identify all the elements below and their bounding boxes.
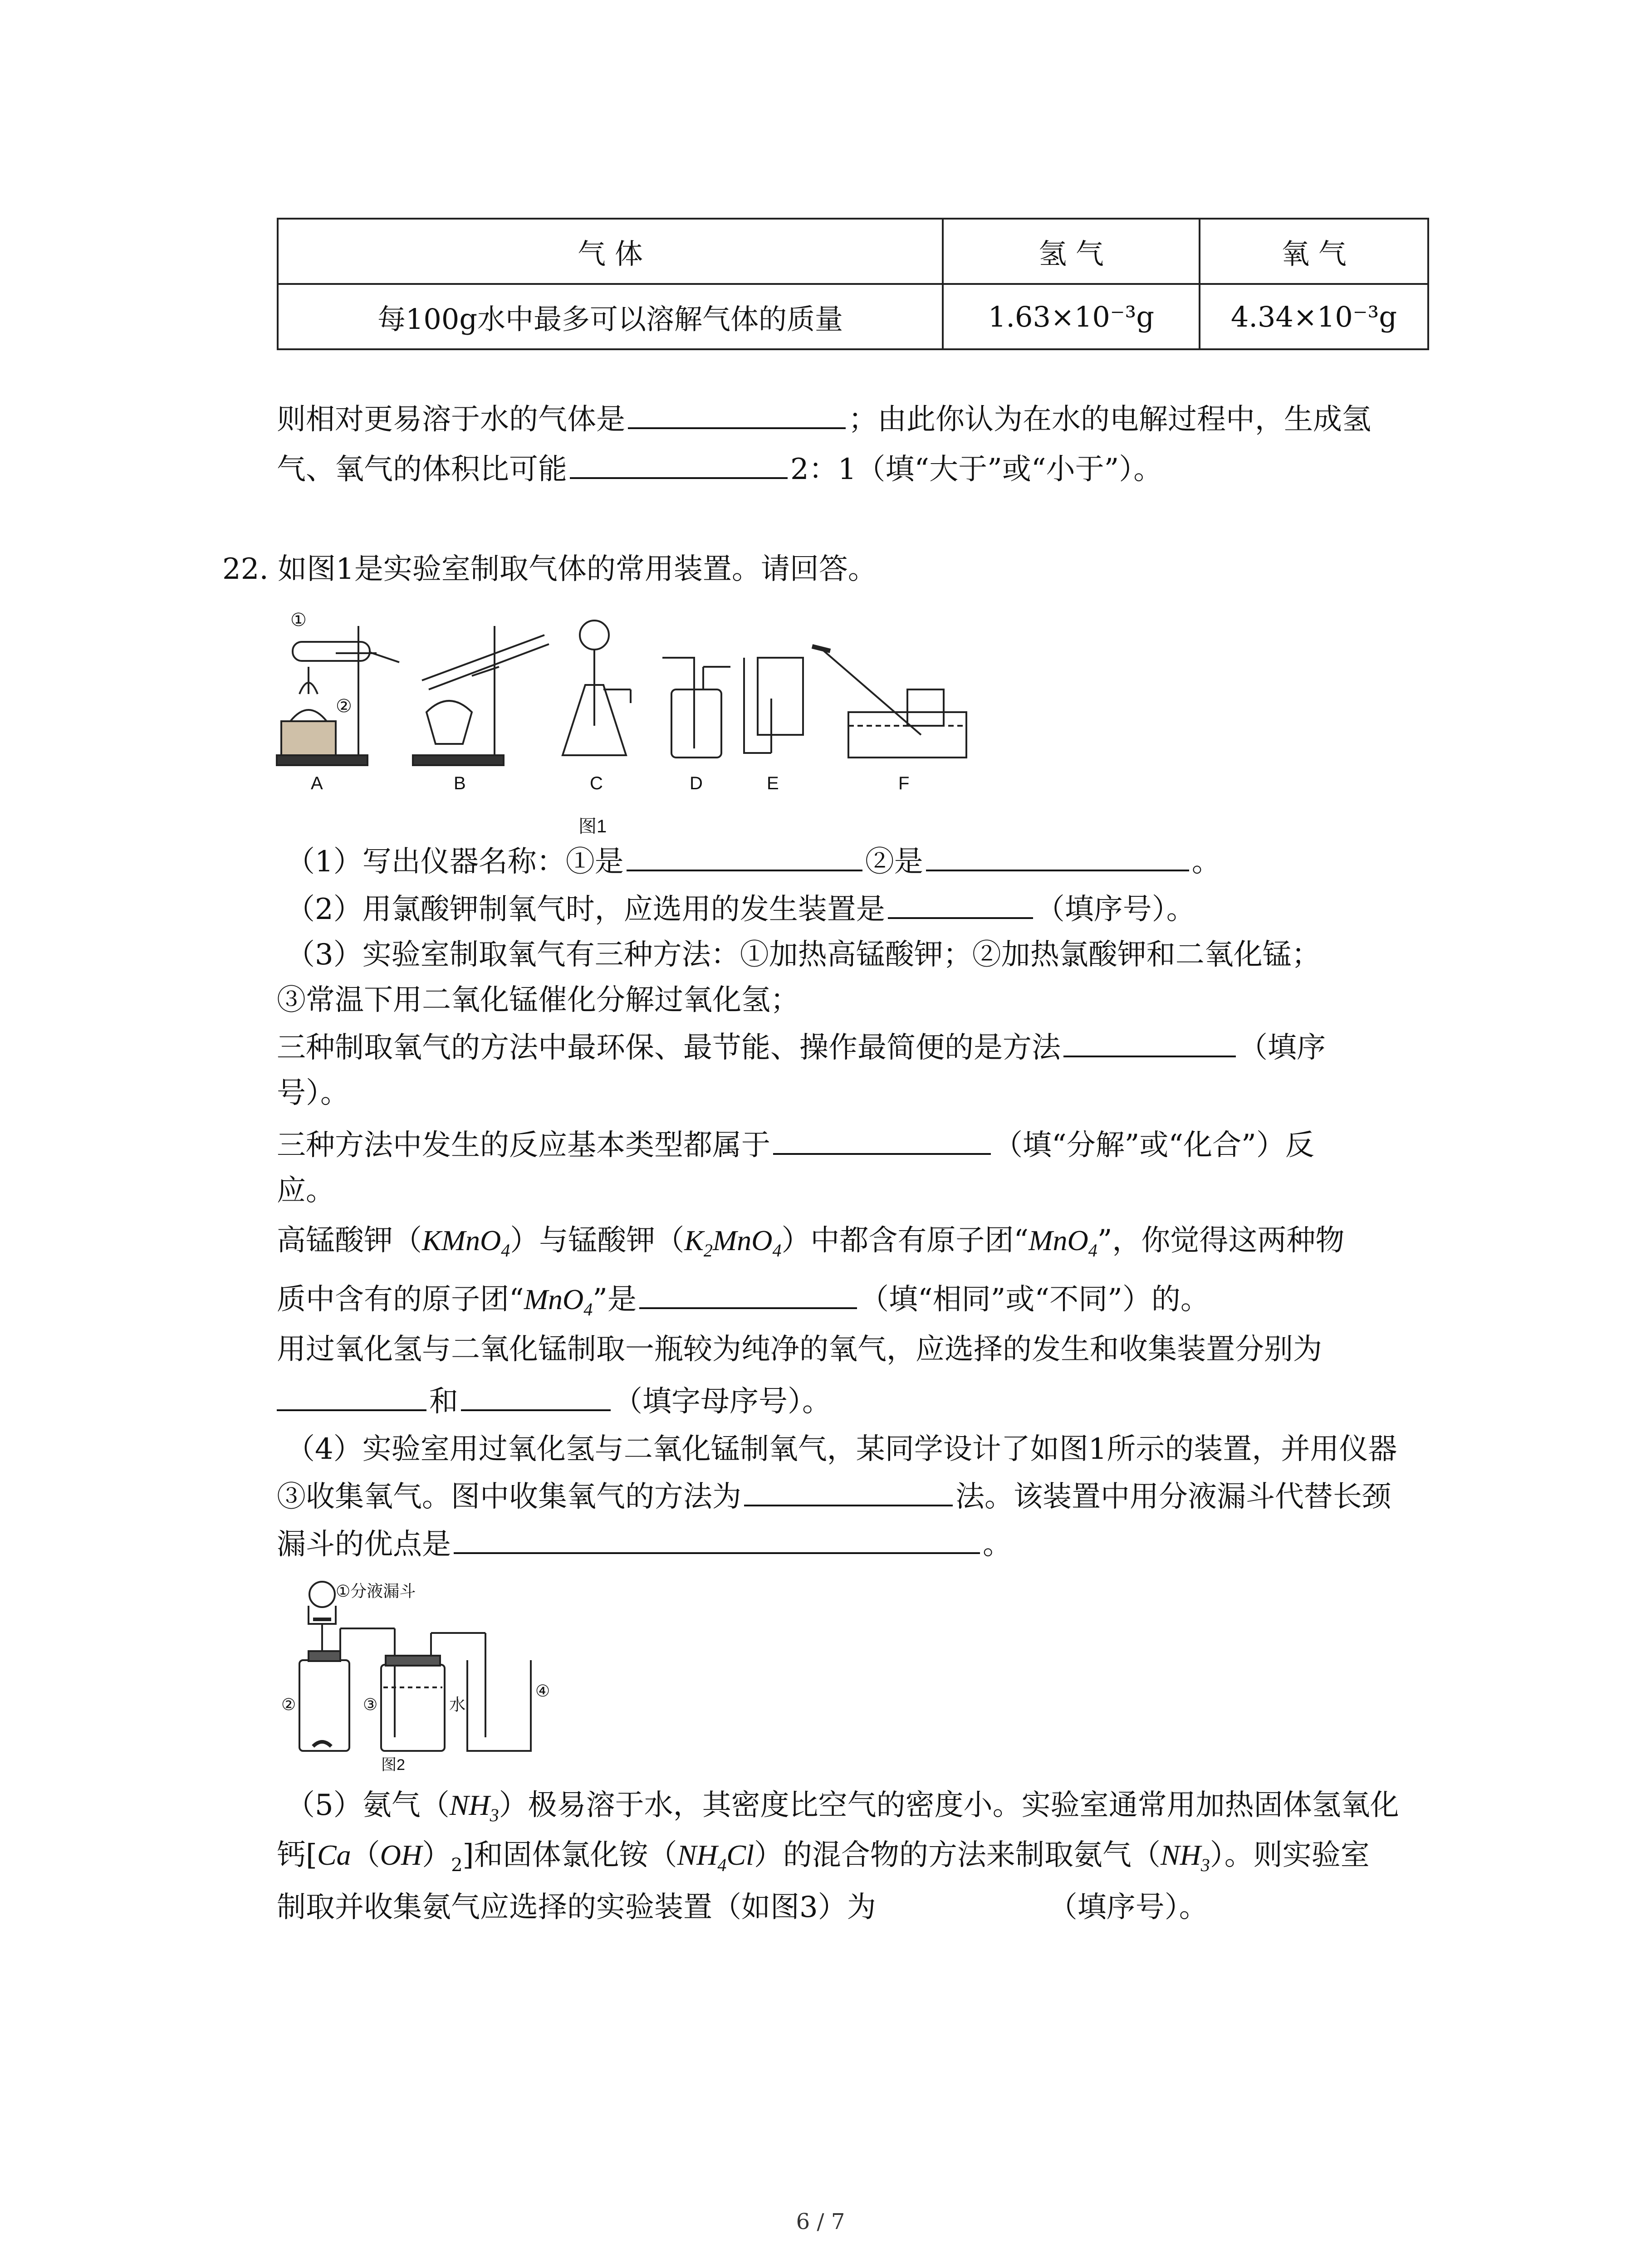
text: （填序号）。 [1035, 893, 1195, 926]
text: ”是 [593, 1283, 637, 1316]
text: （填序 [1239, 1031, 1326, 1065]
text: （填字母序号）。 [613, 1385, 831, 1418]
q22-part3-line7: 高锰酸钾（KMnO$_4$）与锰酸钾$(K_2MnO_4)$中都含有原子团“MnO$_4$”，你觉得这两种物 [277, 1224, 1345, 1261]
text: （填“相同”或“不同”）的。 [859, 1283, 1210, 1316]
formula-kmno4: KMnO [422, 1224, 501, 1256]
text: ） [422, 1838, 451, 1872]
text: ]和固体氯化铵（ [462, 1838, 677, 1872]
table-cell-h2: 1.63×10⁻³g [943, 284, 1200, 349]
q22-part3-line4: 号）。 [277, 1076, 349, 1110]
text: 漏斗的优点是 [277, 1528, 451, 1561]
formula-k: K [684, 1224, 704, 1256]
text: ”，你觉得这两种物 [1097, 1224, 1345, 1257]
text: 质中含有的原子团“ [277, 1283, 524, 1316]
q22-part5-line1: （5）氨气$(NH_3)$极易溶于水，其密度比空气的密度小。实验室通常用加热固体氢氧化 [286, 1789, 1399, 1825]
answer-blank[interactable] [744, 1476, 953, 1506]
formula-mno4: MnO [524, 1283, 584, 1315]
fig1-label-a: A [311, 773, 323, 793]
fig2-label-water: 水 [449, 1695, 466, 1714]
formula-nh: NH [449, 1789, 490, 1821]
formula-nh4: NH [677, 1839, 718, 1871]
fig2-label-2: ② [281, 1695, 296, 1714]
table-header-gas: 气 体 [278, 219, 943, 284]
text: （1）写出仪器名称：①是 [286, 845, 624, 879]
answer-blank[interactable] [773, 1125, 991, 1155]
fig1-label-f: F [898, 773, 910, 793]
text: 制取并收集氨气应选择的实验装置（如图3）为 [277, 1891, 876, 1924]
q22-part5-line2: 钙$[Ca(OH)_2]$和固体氯化铵$(NH_4Cl)$的混合物的方法来制取氨气$(NH_3)$。则实验室 [277, 1838, 1370, 1876]
answer-blank-1[interactable] [277, 1381, 426, 1411]
formula-cl: Cl [726, 1839, 754, 1871]
figure-1-drawing [272, 599, 989, 807]
text: 三种制取氧气的方法中最环保、最节能、操作最简便的是方法 [277, 1031, 1061, 1065]
fig2-label-3: ③ [363, 1695, 378, 1714]
text: 气、氧气的体积比可能 [277, 453, 567, 486]
text: ）的混合物的方法来制取氨气（ [754, 1838, 1161, 1872]
page-number: 6 / 7 [796, 2209, 845, 2234]
q22-part3-line10 [277, 1381, 831, 1422]
answer-blank[interactable] [639, 1279, 857, 1309]
text: ）极易溶于水，其密度比空气的密度小。实验室通常用加热固体氢氧化 [499, 1789, 1399, 1822]
answer-blank[interactable] [1063, 1027, 1236, 1057]
figure-2-drawing [272, 1574, 572, 1774]
text: 则相对更易溶于水的气体是 [277, 403, 625, 436]
q22-part3-line1: （3）实验室制取氧气有三种方法：①加热高锰酸钾；②加热氯酸钾和二氧化锰； [286, 938, 1321, 972]
text: （填“分解”或“化合”）反 [994, 1129, 1314, 1162]
text: （ [351, 1838, 380, 1872]
formula-nh: NH [1160, 1839, 1201, 1871]
text: ②是 [865, 845, 923, 879]
formula-mno4: MnO [1029, 1224, 1088, 1256]
fig1-label-b: B [454, 773, 466, 793]
q22-part3-line6: 应。 [277, 1174, 335, 1207]
fig1-mark-1: ① [290, 610, 307, 630]
q22-part1 [286, 841, 1221, 882]
table-header-o2: 氧 气 [1200, 219, 1428, 284]
solubility-table [277, 218, 1429, 350]
q21-line1 [277, 399, 1371, 440]
text: 钙[ [277, 1838, 317, 1872]
q22-part2 [286, 889, 1195, 930]
text: 三种方法中发生的反应基本类型都属于 [277, 1129, 770, 1162]
table-row-label: 每100g水中最多可以溶解气体的质量 [278, 284, 943, 349]
answer-blank[interactable] [888, 889, 1033, 919]
q22-title: 22. 如图1是实验室制取气体的常用装置。请回答。 [222, 552, 877, 586]
fig1-caption: 图1 [578, 816, 607, 836]
fig2-label-4: ④ [535, 1681, 550, 1700]
q22-part3-line3 [277, 1027, 1326, 1068]
table-cell-o2: 4.34×10⁻³g [1200, 284, 1428, 349]
fig1-label-c: C [590, 773, 603, 793]
text: （5）氨气（ [286, 1789, 450, 1822]
table-row [278, 284, 1428, 349]
figure-1 [272, 599, 989, 807]
fig1-label-e: E [767, 773, 779, 793]
q22-part5-line3 [277, 1887, 1208, 1928]
formula-ca: Ca [317, 1839, 351, 1871]
q22-part3-line2: ③常温下用二氧化锰催化分解过氧化氢； [277, 983, 799, 1017]
q22-part3-line9: 用过氧化氢与二氧化锰制取一瓶较为纯净的氧气，应选择的发生和收集装置分别为 [277, 1333, 1322, 1366]
text: 2：1（填“大于”或“小于”）。 [790, 453, 1163, 486]
formula-mno: MnO [712, 1224, 773, 1256]
fig2-label-funnel: ①分液漏斗 [336, 1582, 416, 1600]
q22-part4-line1: （4）实验室用过氧化氢与二氧化锰制氧气，某同学设计了如图1所示的装置，并用仪器 [286, 1432, 1397, 1466]
answer-blank-2[interactable] [461, 1381, 611, 1411]
text: 。 [983, 1528, 1012, 1561]
answer-blank[interactable] [628, 399, 846, 429]
q22-part4-line3 [277, 1524, 1012, 1565]
text: （2）用氯酸钾制氧气时，应选用的发生装置是 [286, 893, 885, 926]
answer-blank-2[interactable] [926, 841, 1189, 871]
fig1-label-d: D [690, 773, 703, 793]
answer-blank[interactable] [454, 1524, 980, 1554]
text: ③收集氧气。图中收集氧气的方法为 [277, 1480, 741, 1514]
text: ；由此你认为在水的电解过程中，生成氢 [848, 403, 1371, 436]
table-header-h2: 氢 气 [943, 219, 1200, 284]
fig2-caption: 图2 [381, 1756, 405, 1774]
q22-part3-line5 [277, 1125, 1314, 1166]
text: ）中都含有原子团“ [781, 1224, 1029, 1257]
text: 和 [429, 1385, 458, 1418]
q22-part3-line8: 质中含有的原子团“MnO$_4$”是 （填“相同”或“不同”）的。 [277, 1279, 1210, 1330]
text: 。 [1191, 845, 1221, 879]
q22-part4-line2 [277, 1476, 1391, 1517]
formula-oh: OH [380, 1839, 422, 1871]
text: 法。该装置中用分液漏斗代替长颈 [955, 1480, 1391, 1514]
fig1-mark-2: ② [336, 696, 352, 716]
figure-2 [272, 1574, 572, 1774]
text: ）。则实验室 [1210, 1838, 1370, 1872]
q21-line2 [277, 449, 1162, 490]
table-row [278, 219, 1428, 284]
text: 高锰酸钾（ [277, 1224, 422, 1257]
text: ）与锰酸钾（ [510, 1224, 685, 1257]
text: （填序号）。 [1048, 1891, 1208, 1924]
answer-blank-1[interactable] [627, 841, 862, 871]
answer-blank[interactable] [570, 449, 788, 479]
